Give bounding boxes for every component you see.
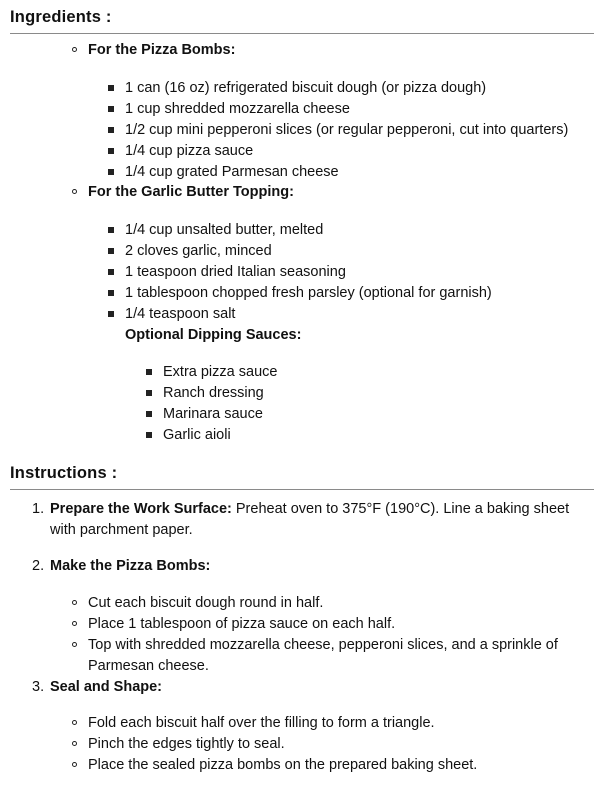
circle-bullet-icon: [72, 741, 77, 746]
step-heading: Prepare the Work Surface:: [50, 501, 232, 517]
list-item: 1 teaspoon dried Italian seasoning: [125, 264, 346, 280]
square-bullet-icon: [146, 390, 152, 396]
list-item: Pinch the edges tightly to seal.: [88, 736, 285, 752]
list-item: 1 tablespoon chopped fresh parsley (optional for garnish): [125, 285, 492, 301]
square-bullet-icon: [108, 106, 114, 112]
square-bullet-icon: [146, 369, 152, 375]
circle-bullet-icon: [72, 720, 77, 725]
instructions-divider: [10, 489, 594, 490]
step-number: 3.: [32, 679, 45, 695]
dipping-sauces-label: Optional Dipping Sauces:: [125, 327, 302, 343]
square-bullet-icon: [108, 290, 114, 296]
circle-bullet-icon: [72, 47, 77, 52]
list-item: 1/4 cup grated Parmesan cheese: [125, 164, 339, 180]
list-item: 2 cloves garlic, minced: [125, 243, 272, 259]
circle-bullet-icon: [72, 621, 77, 626]
ingredients-divider: [10, 33, 594, 34]
ingredients-heading: Ingredients :: [10, 8, 112, 26]
step-1-text: [50, 500, 569, 518]
list-item: Fold each biscuit half over the filling to form a triangle.: [88, 715, 435, 731]
square-bullet-icon: [108, 148, 114, 154]
square-bullet-icon: [108, 248, 114, 254]
step-number: 1.: [32, 501, 45, 517]
list-item: 1/4 teaspoon salt: [125, 306, 236, 322]
pizza-bombs-label: For the Pizza Bombs:: [88, 42, 236, 58]
square-bullet-icon: [108, 311, 114, 317]
list-item: Place 1 tablespoon of pizza sauce on each half.: [88, 616, 396, 632]
step-heading: Make the Pizza Bombs:: [50, 558, 211, 574]
list-item: Top with shredded mozzarella cheese, pepperoni slices, and a sprinkle of: [88, 637, 558, 653]
step-body: Preheat oven to 375°F (190°C). Line a baking sheet: [231, 501, 570, 517]
garlic-butter-label: For the Garlic Butter Topping:: [88, 184, 294, 200]
square-bullet-icon: [108, 127, 114, 133]
list-item: Cut each biscuit dough round in half.: [88, 595, 324, 611]
square-bullet-icon: [108, 85, 114, 91]
step-1-text-cont: with parchment paper.: [50, 522, 193, 538]
list-item: Marinara sauce: [163, 406, 263, 422]
step-heading: Seal and Shape:: [50, 679, 163, 695]
circle-bullet-icon: [72, 600, 77, 605]
square-bullet-icon: [108, 269, 114, 275]
square-bullet-icon: [108, 169, 114, 175]
list-item: Place the sealed pizza bombs on the prepared baking sheet.: [88, 757, 478, 773]
list-item: 1/4 cup unsalted butter, melted: [125, 222, 324, 238]
circle-bullet-icon: [72, 642, 77, 647]
square-bullet-icon: [146, 432, 152, 438]
list-item: Extra pizza sauce: [163, 364, 278, 380]
circle-bullet-icon: [72, 189, 77, 194]
instructions-heading: Instructions :: [10, 464, 118, 482]
list-item-cont: Parmesan cheese.: [88, 658, 209, 674]
list-item: 1/4 cup pizza sauce: [125, 143, 254, 159]
circle-bullet-icon: [72, 762, 77, 767]
step-number: 2.: [32, 558, 45, 574]
square-bullet-icon: [146, 411, 152, 417]
list-item: Garlic aioli: [163, 427, 231, 443]
square-bullet-icon: [108, 227, 114, 233]
list-item: 1 can (16 oz) refrigerated biscuit dough (or pizza dough): [125, 80, 487, 96]
list-item: 1 cup shredded mozzarella cheese: [125, 101, 350, 117]
list-item: Ranch dressing: [163, 385, 264, 401]
list-item: 1/2 cup mini pepperoni slices (or regular pepperoni, cut into quarters): [125, 122, 569, 138]
